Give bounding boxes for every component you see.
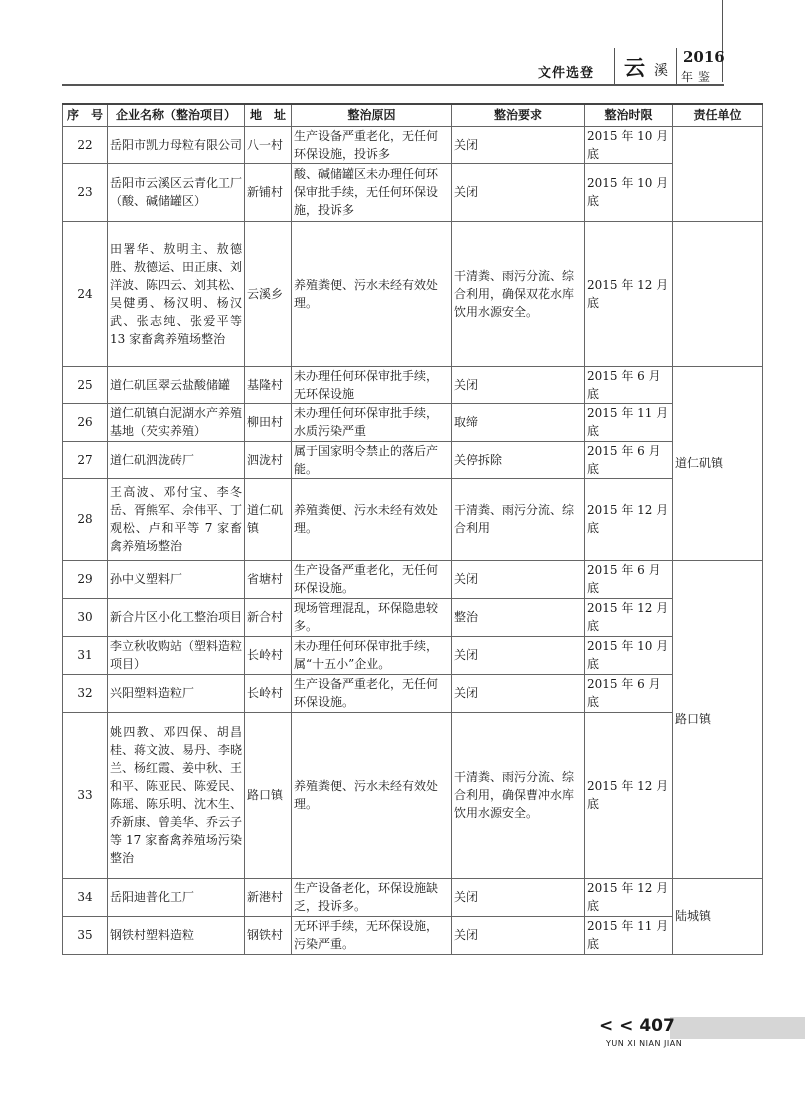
cell-name: 姚四教、邓四保、胡昌桂、蒋文波、易丹、李晓兰、杨红霞、姜中秋、王和平、陈亚民、陈爱民、陈瑶、陈乐明、沈木生、乔新康、曾美华、乔云子等 17 家畜禽养殖场污染整治: [108, 712, 245, 878]
table-row: [63, 878, 763, 916]
cell-requirement: 干清粪、雨污分流、综合利用: [452, 478, 585, 560]
cell-location: 泗泷村: [245, 441, 292, 478]
cell-responsible-blank: [673, 126, 763, 221]
table-row: [63, 560, 763, 598]
cell-deadline: 2015 年 12 月底: [585, 712, 673, 878]
cell-reason: 未办理任何环保审批手续，水质污染严重: [292, 403, 452, 441]
cell-deadline: 2015 年 12 月底: [585, 221, 673, 366]
cell-responsible-lukou: 路口镇: [673, 560, 763, 878]
cell-reason: 生产设备老化，环保设施缺乏，投诉多。: [292, 878, 452, 916]
cell-name: 道仁矶泗泷砖厂: [108, 441, 245, 478]
cell-deadline: 2015 年 11 月底: [585, 916, 673, 954]
cell-deadline: 2015 年 6 月底: [585, 674, 673, 712]
cell-name: 钢铁村塑料造粒: [108, 916, 245, 954]
cell-responsible-daorenji: 道仁矶镇: [673, 366, 763, 560]
cell-requirement: 关闭: [452, 163, 585, 221]
cell-reason: 生产设备严重老化，无任何环保设施。: [292, 674, 452, 712]
table-row: [63, 478, 763, 560]
cell-reason: 无环评手续，无环保设施，污染严重。: [292, 916, 452, 954]
cell-requirement: 干清粪、雨污分流、综合利用，确保曹冲水库饮用水源安全。: [452, 712, 585, 878]
cell-no: 31: [63, 636, 108, 674]
cell-location: 八一村: [245, 126, 292, 163]
cell-reason: 现场管理混乱，环保隐患较多。: [292, 598, 452, 636]
cell-reason: 属于国家明令禁止的落后产能。: [292, 441, 452, 478]
header-requirement: 整治要求: [452, 104, 585, 126]
cell-deadline: 2015 年 10 月底: [585, 126, 673, 163]
cell-location: 基隆村: [245, 366, 292, 403]
footer-bar: [670, 1017, 805, 1039]
cell-requirement: 关闭: [452, 126, 585, 163]
section-title: 文件选登: [538, 66, 595, 81]
cell-location: 新铺村: [245, 163, 292, 221]
yearbook-label: 年鉴: [681, 70, 716, 84]
cell-name: 岳阳迪普化工厂: [108, 878, 245, 916]
cell-location: 云溪乡: [245, 221, 292, 366]
cell-name: 孙中义塑料厂: [108, 560, 245, 598]
cell-reason: 酸、碱储罐区未办理任何环保审批手续，无任何环保设施，投诉多: [292, 163, 452, 221]
cell-deadline: 2015 年 6 月底: [585, 441, 673, 478]
header-divider: [614, 48, 615, 84]
cell-requirement: 干清粪、雨污分流、综合利用，确保双花水库饮用水源安全。: [452, 221, 585, 366]
cell-location: 道仁矶镇: [245, 478, 292, 560]
cell-requirement: 关停拆除: [452, 441, 585, 478]
cell-no: 33: [63, 712, 108, 878]
cell-reason: 养殖粪便、污水未经有效处理。: [292, 478, 452, 560]
cell-location: 钢铁村: [245, 916, 292, 954]
cell-no: 35: [63, 916, 108, 954]
cell-name: 岳阳市凯力母粒有限公司: [108, 126, 245, 163]
table-row: [63, 221, 763, 366]
cell-location: 路口镇: [245, 712, 292, 878]
cell-no: 22: [63, 126, 108, 163]
cell-location: 长岭村: [245, 636, 292, 674]
cell-location: 长岭村: [245, 674, 292, 712]
cell-name: 王高波、邓付宝、李冬岳、胥熊军、佘伟平、丁观松、卢和平等 7 家畜禽养殖场整治: [108, 478, 245, 560]
cell-requirement: 关闭: [452, 560, 585, 598]
table-row: [63, 598, 763, 636]
cell-reason: 养殖粪便、污水未经有效处理。: [292, 221, 452, 366]
cell-no: 24: [63, 221, 108, 366]
table-row: [63, 916, 763, 954]
cell-no: 34: [63, 878, 108, 916]
cell-reason: 未办理任何环保审批手续，属“十五小”企业。: [292, 636, 452, 674]
cell-deadline: 2015 年 11 月底: [585, 403, 673, 441]
yearbook-brand-sub: 溪: [654, 63, 668, 79]
header-reason: 整治原因: [292, 104, 452, 126]
header-location: 地 址: [245, 104, 292, 126]
cell-responsible-luzheng: 陆城镇: [673, 878, 763, 954]
cell-deadline: 2015 年 12 月底: [585, 878, 673, 916]
cell-no: 29: [63, 560, 108, 598]
cell-reason: 未办理任何环保审批手续，无环保设施: [292, 366, 452, 403]
cell-location: 柳田村: [245, 403, 292, 441]
cell-no: 28: [63, 478, 108, 560]
cell-requirement: 关闭: [452, 674, 585, 712]
header-name: 企业名称（整治项目）: [108, 104, 245, 126]
cell-no: 32: [63, 674, 108, 712]
table-row: [63, 441, 763, 478]
header-deadline: 整治时限: [585, 104, 673, 126]
footer-subtitle: YUN XI NIAN JIAN: [606, 1039, 683, 1048]
cell-name: 新合片区小化工整治项目: [108, 598, 245, 636]
cell-requirement: 关闭: [452, 916, 585, 954]
table-row: [63, 674, 763, 712]
cell-no: 23: [63, 163, 108, 221]
table-row: [63, 126, 763, 163]
cell-location: 新港村: [245, 878, 292, 916]
table-row: [63, 403, 763, 441]
cell-name: 道仁矶匡翠云盐酸储罐: [108, 366, 245, 403]
cell-location: 新合村: [245, 598, 292, 636]
header-rule: [62, 84, 724, 86]
header-divider-2: [676, 48, 677, 84]
cell-responsible-blank: [673, 221, 763, 366]
cell-deadline: 2015 年 12 月底: [585, 478, 673, 560]
cell-reason: 生产设备严重老化，无任何环保设施。: [292, 560, 452, 598]
cell-name: 兴阳塑料造粒厂: [108, 674, 245, 712]
cell-name: 道仁矶镇白泥湖水产养殖基地（芡实养殖）: [108, 403, 245, 441]
cell-deadline: 2015 年 6 月底: [585, 560, 673, 598]
cell-no: 27: [63, 441, 108, 478]
cell-no: 30: [63, 598, 108, 636]
cell-reason: 生产设备严重老化，无任何环保设施，投诉多: [292, 126, 452, 163]
cell-location: 省塘村: [245, 560, 292, 598]
table-header-row: [63, 104, 763, 126]
cell-no: 25: [63, 366, 108, 403]
table-row: [63, 163, 763, 221]
cell-requirement: 整治: [452, 598, 585, 636]
cell-requirement: 关闭: [452, 636, 585, 674]
yearbook-year: 2016: [683, 48, 725, 66]
cell-name: 田署华、敖明主、敖德胜、敖德运、田正康、刘洋波、陈四云、刘其松、吴健勇、杨汉明、杨汉武、张志纯、张爱平等 13 家畜禽养殖场整治: [108, 221, 245, 366]
cell-requirement: 关闭: [452, 366, 585, 403]
cell-no: 26: [63, 403, 108, 441]
cell-requirement: 关闭: [452, 878, 585, 916]
cell-deadline: 2015 年 12 月底: [585, 598, 673, 636]
yearbook-brand: 云: [624, 56, 645, 80]
cell-name: 李立秋收购站（塑料造粒项目）: [108, 636, 245, 674]
cell-name: 岳阳市云溪区云青化工厂（酸、碱储罐区）: [108, 163, 245, 221]
cell-deadline: 2015 年 10 月底: [585, 163, 673, 221]
cell-reason: 养殖粪便、污水未经有效处理。: [292, 712, 452, 878]
header-responsible: 责任单位: [673, 104, 763, 126]
header-vertical-rule: [722, 0, 723, 82]
page-number: < < 407: [599, 1016, 675, 1036]
remediation-table: [62, 103, 763, 955]
table-row: [63, 366, 763, 403]
cell-requirement: 取缔: [452, 403, 585, 441]
cell-deadline: 2015 年 10 月底: [585, 636, 673, 674]
table-row: [63, 636, 763, 674]
cell-deadline: 2015 年 6 月底: [585, 366, 673, 403]
header-no: 序 号: [63, 104, 108, 126]
table-row: [63, 712, 763, 878]
